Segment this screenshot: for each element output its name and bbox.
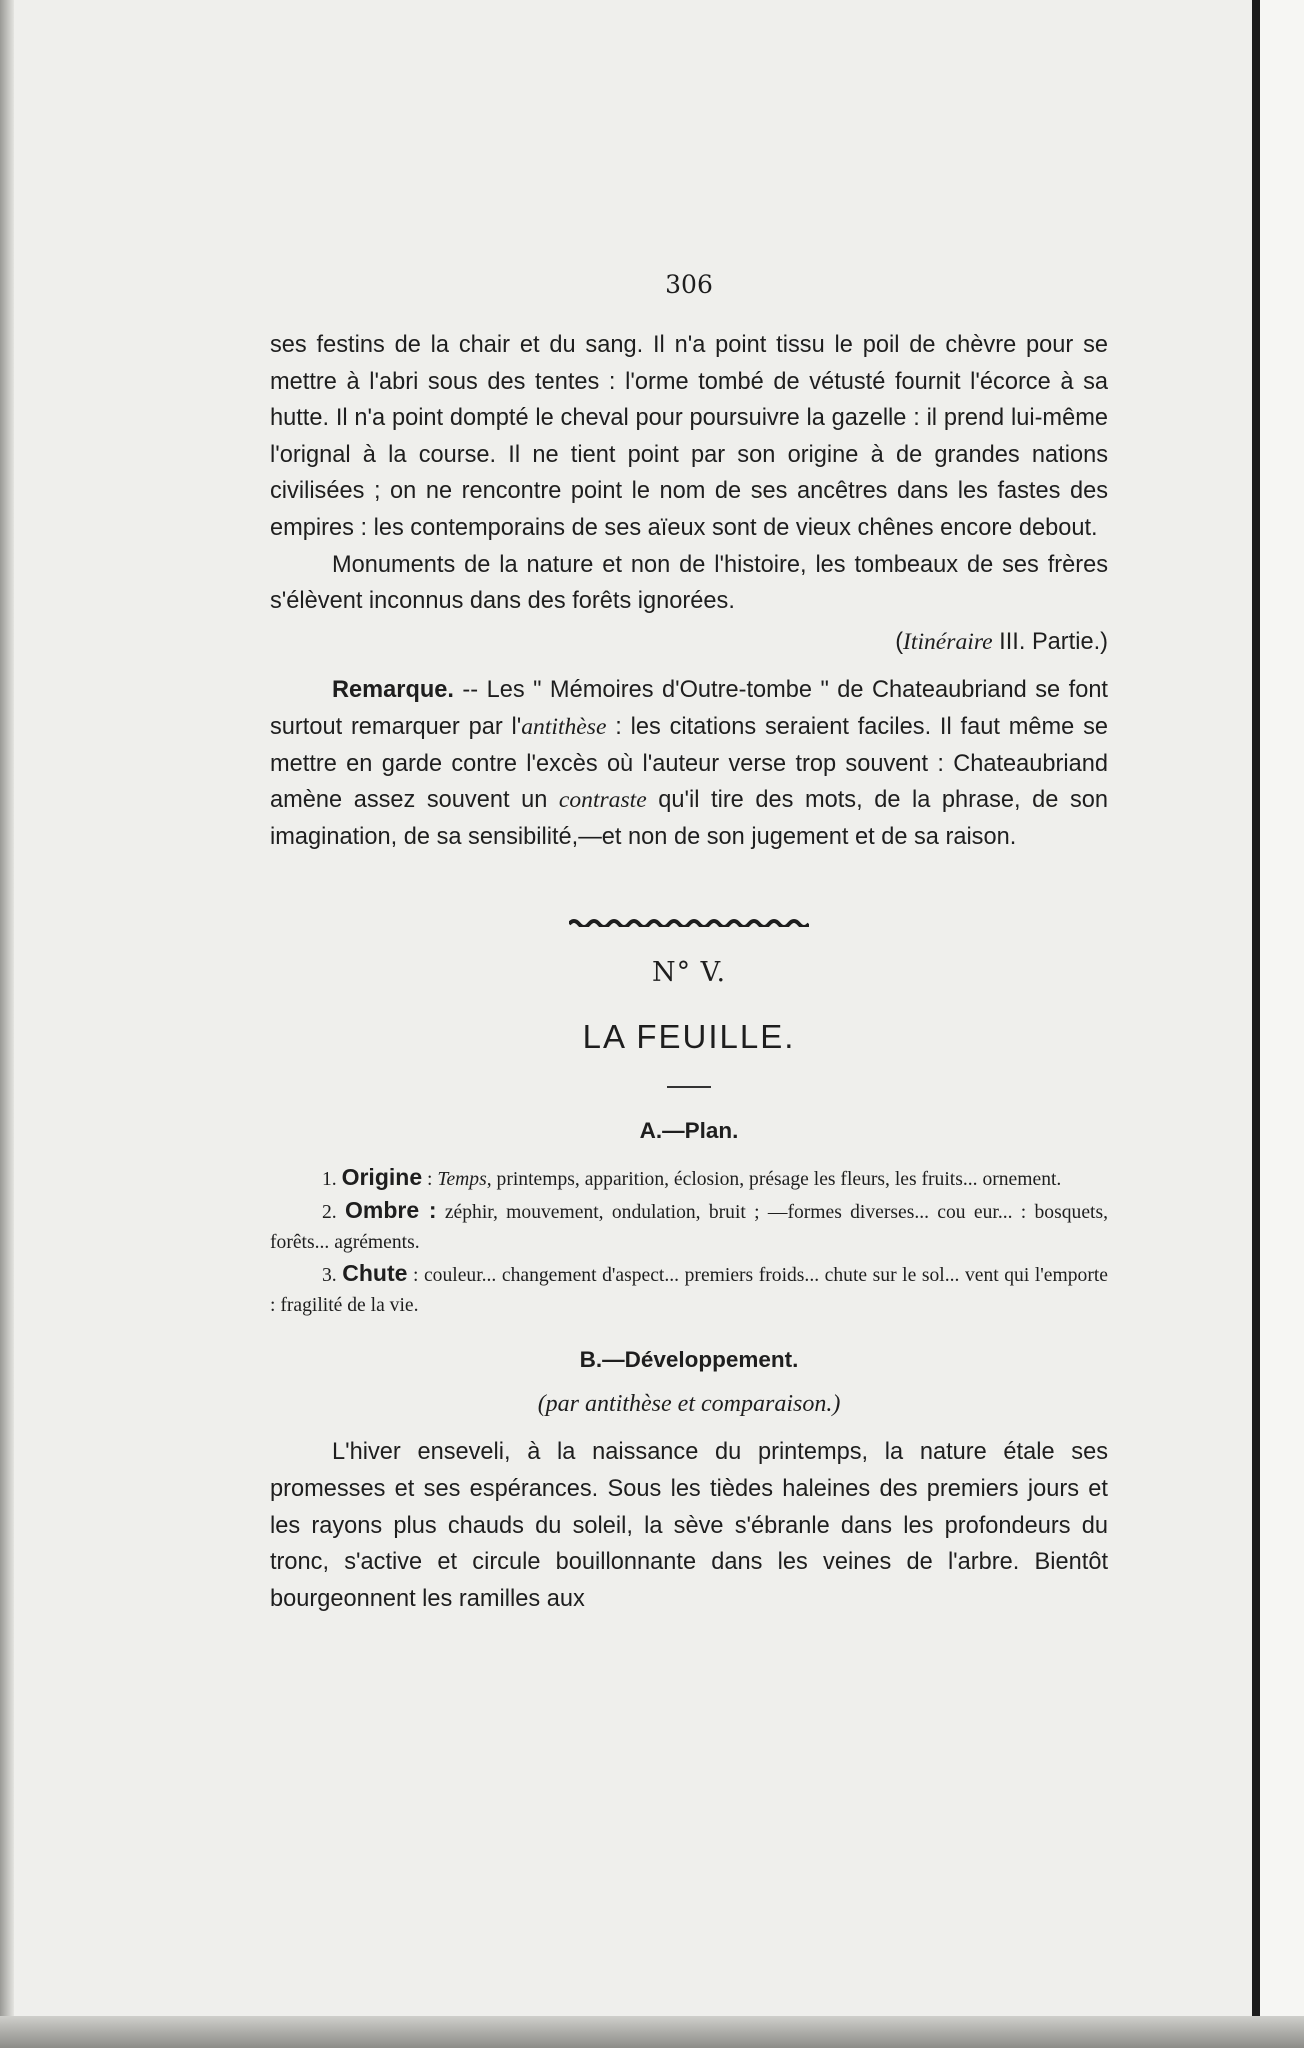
remark-text-3: qu'il tire des mots, de la phrase, de son imagination, de sa sensibilité,—et non de son jugement et de sa raison. — [270, 787, 1108, 850]
remark-text-1: -- Les " Mémoires d'Outre-tombe " de Chateaubriand se font surtout remarquer par l' — [270, 677, 1108, 740]
plan-item-italic: Temps — [437, 1169, 487, 1191]
plan-item-term: Chute — [342, 1260, 408, 1287]
plan-item-text: , printemps, apparition, éclosion, présage les fleurs, les fruits... ornement. — [486, 1169, 1062, 1191]
plan-item — [270, 1162, 1108, 1195]
plan-item — [270, 1258, 1108, 1321]
paragraph-2: Monuments de la nature et non de l'histoire, les tombeaux de ses frères s'élèvent inconnus dans des forêts ignorées. — [270, 551, 1108, 615]
development-heading: B.—Développement. — [579, 1347, 799, 1373]
plan-item — [270, 1195, 1108, 1258]
development-subtitle: (par antithèse et comparaison.) — [537, 1391, 841, 1418]
plan-item-number: 3. — [322, 1265, 343, 1287]
title-rule — [667, 1086, 711, 1088]
plan-item-term: Origine — [341, 1164, 423, 1191]
scan-bottom-edge — [0, 2016, 1304, 2048]
remark-text-2: : les citations seraient faciles. Il faut même se mettre en garde contre l'excès où l'auteur verse trop souvent : Chateaubriand amène assez souvent un — [270, 713, 1108, 814]
source-rest: III. Partie.) — [992, 628, 1108, 655]
plan-item-separator — [437, 1202, 445, 1223]
development-paragraph: L'hiver enseveli, à la naissance du printemps, la nature étale ses promesses et ses espérances. Sous les tièdes haleines des premiers jours et les rayons plus chauds du soleil, la sève s'ébranle dans les profondeurs du tronc, s'active et circule bouillonnante dans les veines de l'arbre. Bientôt bourgeonnent les ramilles aux — [270, 1439, 1108, 1612]
remark-italic-1: antithèse — [521, 713, 607, 740]
section-title: LA FEUILLE. — [582, 1018, 796, 1056]
source-open: ( — [895, 628, 904, 655]
plan-item-text: zéphir, mouvement, ondulation, bruit ; —formes diverses... cou eur... : bosquets, forêts... agréments. — [270, 1202, 1108, 1254]
plan-item-number: 1. — [322, 1169, 342, 1191]
plan-item-separator: : — [422, 1169, 438, 1191]
plan-list — [270, 1162, 1108, 1321]
plan-item-text: couleur... changement d'aspect... premiers froids... chute sur le sol... vent qui l'emporte : fragilité de la vie. — [270, 1265, 1108, 1317]
source-citation — [270, 624, 1108, 661]
scan-right-strip — [1252, 0, 1304, 2048]
paragraph-1: ses festins de la chair et du sang. Il n'a point tissu le poil de chèvre pour se mettre à l'abri sous des tentes : l'orme tombé de vétusté fournit l'écorce à sa hutte. Il n'a point dompté le cheval pour poursuivre la gazelle : il prend lui-même l'orignal à la course. Il ne tient point par son origine à de grandes nations civilisées ; on ne rencontre point le nom de ses ancêtres dans les fastes des empires : les contemporains de ses aïeux sont de vieux chênes encore debout. — [270, 332, 1108, 541]
source-work: Itinéraire — [903, 628, 993, 655]
remark-italic-2: contraste — [558, 787, 647, 814]
page-number: 306 — [665, 270, 713, 299]
plan-heading: A.—Plan. — [639, 1118, 739, 1144]
ornament-divider — [569, 917, 809, 927]
section-number: N° V. — [651, 957, 727, 989]
scan-left-edge — [0, 0, 14, 2048]
remark-heading: Remarque. — [332, 677, 454, 704]
plan-item-separator: : — [407, 1265, 424, 1287]
remark-paragraph — [270, 672, 1108, 855]
page-content — [270, 270, 1108, 1617]
plan-item-number: 2. — [322, 1202, 345, 1224]
plan-item-term: Ombre : — [344, 1197, 437, 1224]
